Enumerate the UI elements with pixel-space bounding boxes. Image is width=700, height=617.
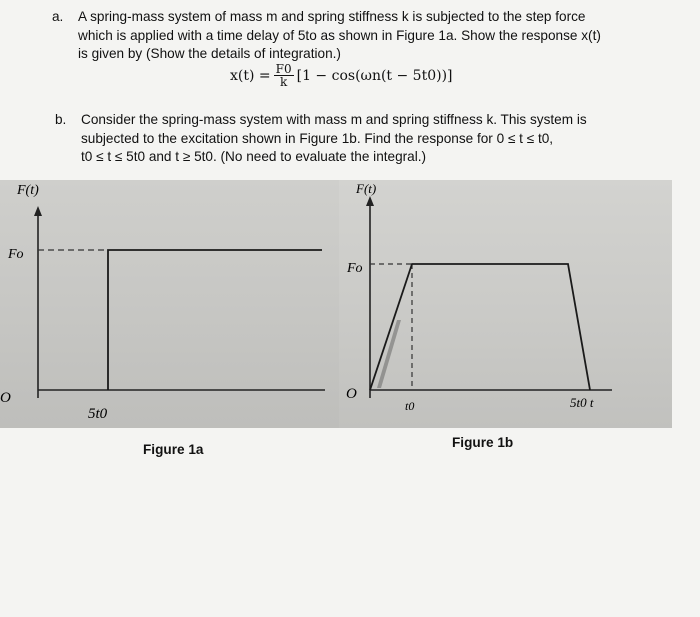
question-b-line-3: t0 ≤ t ≤ 5t0 and t ≥ 5t0. (No need to evaluate the integral.)	[81, 149, 427, 164]
fig1a-origin-label: O	[0, 390, 11, 406]
fig1b-level-label: Fo	[347, 261, 363, 276]
equation-rhs: [1 − cos(ωn(t − 5t0))]	[296, 67, 453, 84]
figure-1a	[0, 183, 325, 422]
figure-1b	[346, 181, 612, 413]
fig1a-step-line	[108, 250, 322, 390]
fig1b-t0-label: t0	[405, 399, 415, 413]
question-b-line-2: subjected to the excitation shown in Figure 1b. Find the response for 0 ≤ t ≤ t0,	[81, 130, 554, 146]
fig1b-y-label: F(t)	[356, 181, 377, 196]
figure-1a-caption: Figure 1a	[143, 442, 204, 457]
fig1a-y-label: F(t)	[17, 183, 39, 198]
question-a-marker: a.	[52, 9, 64, 24]
fig1b-trapezoid-line	[370, 264, 590, 390]
equation-lhs: x(t) =	[230, 67, 271, 84]
fig1a-step-label: 5t0	[88, 406, 108, 422]
fig1b-y-arrow	[366, 196, 374, 206]
fig1b-origin-label: O	[346, 386, 357, 402]
question-a-line-2: which is applied with a time delay of 5to as shown in Figure 1a. Show the response x(t)	[78, 27, 601, 43]
fig1a-y-arrow	[34, 206, 42, 216]
question-a-line-1: A spring-mass system of mass m and spring stiffness k is subjected to the step force	[78, 9, 586, 24]
fig1b-end-label: 5t0 t	[570, 395, 594, 410]
equation-denominator: k	[279, 75, 288, 89]
fig1a-level-label: Fo	[8, 247, 24, 262]
figure-1b-caption: Figure 1b	[452, 435, 514, 450]
question-b-marker: b.	[55, 112, 67, 127]
equation-numerator: F0	[275, 62, 292, 76]
question-a-line-3: is given by (Show the details of integration.)	[78, 46, 341, 61]
question-b-line-1: Consider the spring-mass system with mass m and spring stiffness k. This system is	[81, 112, 587, 127]
